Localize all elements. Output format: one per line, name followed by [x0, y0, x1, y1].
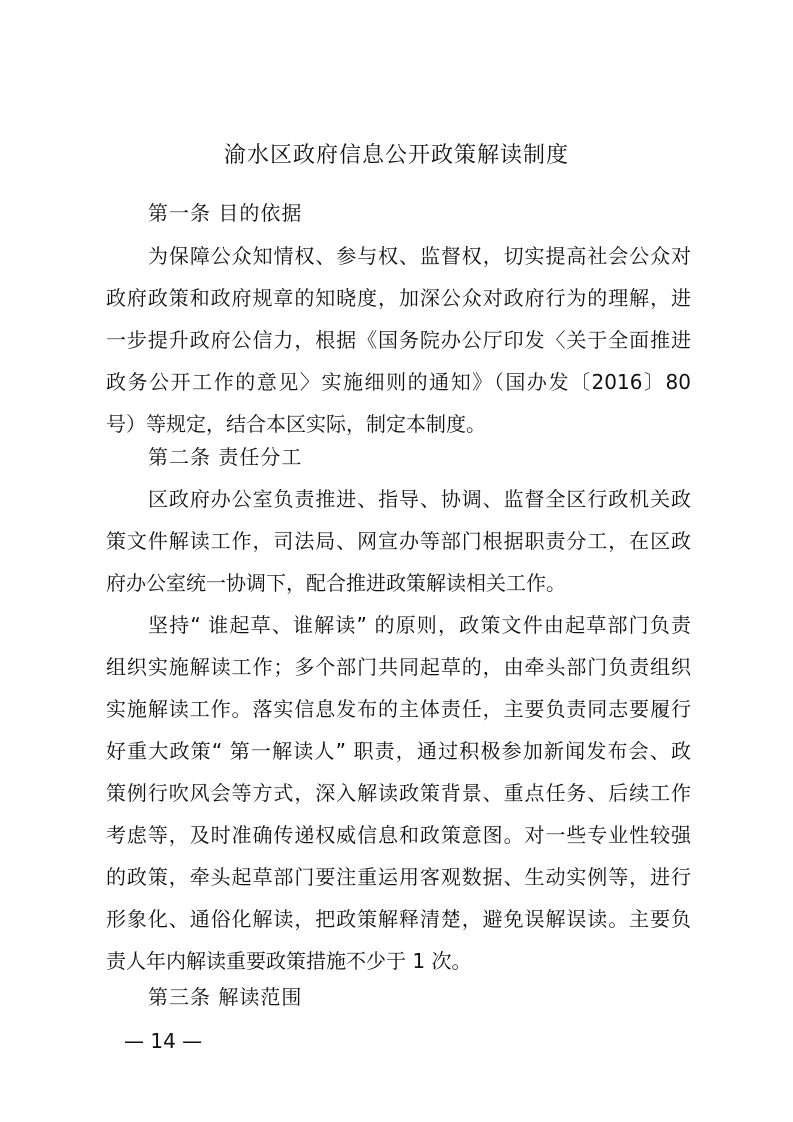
article-2-line: 好重大政策“ 第一解读人” 职责，通过积极参加新闻发布会、政: [106, 739, 691, 763]
page-number: — 14 —: [124, 1029, 203, 1053]
article-2-line: 策文件解读工作，司法局、网宣办等部门根据职责分工，在区政: [106, 529, 691, 553]
document-title: 渝水区政府信息公开政策解读制度: [223, 143, 569, 168]
article-1-line: 政府政策和政府规章的知晓度，加深公众对政府行为的理解，进: [106, 286, 691, 310]
article-1-line: 一步提升政府公信力，根据《国务院办公厅印发〈关于全面推进: [106, 328, 691, 352]
article-2-line: 区政府办公室负责推进、指导、协调、监督全区行政机关政: [148, 487, 691, 511]
article-2-line: 责人年内解读重要政策措施不少于 1 次。: [106, 949, 472, 973]
article-2-heading: 第二条 责任分工: [148, 445, 303, 469]
article-2-line: 的政策，牵头起草部门要注重运用客观数据、生动实例等，进行: [106, 865, 691, 889]
article-2-line: 坚持“ 谁起草、谁解读” 的原则，政策文件由起草部门负责: [148, 613, 691, 637]
article-1-line: 号）等规定，结合本区实际，制定本制度。: [106, 412, 486, 436]
article-1-line: 为保障公众知情权、参与权、监督权，切实提高社会公众对: [148, 244, 691, 268]
article-3-heading: 第三条 解读范围: [148, 985, 303, 1009]
article-1-heading: 第一条 目的依据: [148, 201, 303, 225]
article-1-line: 政务公开工作的意见〉实施细则的通知》（国办发〔2016〕80: [106, 370, 691, 394]
article-2-line: 府办公室统一协调下，配合推进政策解读相关工作。: [106, 571, 566, 595]
article-2-line: 策例行吹风会等方式，深入解读政策背景、重点任务、后续工作: [106, 781, 691, 805]
article-2-line: 实施解读工作。落实信息发布的主体责任，主要负责同志要履行: [106, 697, 691, 721]
article-2-line: 考虑等，及时准确传递权威信息和政策意图。对一些专业性较强: [106, 823, 691, 847]
article-2-line: 组织实施解读工作；多个部门共同起草的，由牵头部门负责组织: [106, 655, 691, 679]
article-2-line: 形象化、通俗化解读，把政策解释清楚，避免误解误读。主要负: [106, 907, 691, 931]
